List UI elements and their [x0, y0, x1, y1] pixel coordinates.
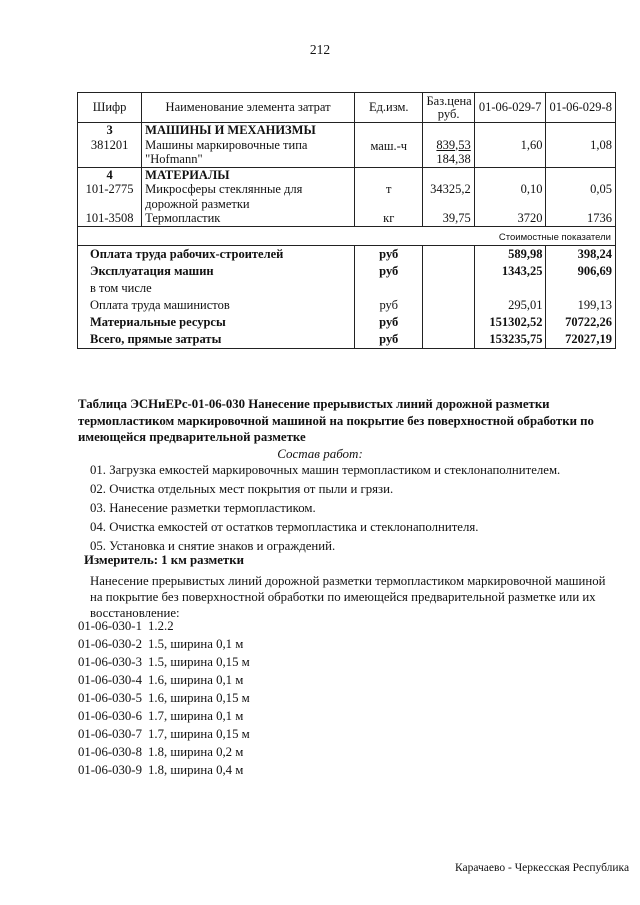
- row-unit: кг: [355, 211, 423, 226]
- row-price-main: 839,53: [436, 137, 471, 152]
- cost-row: [78, 297, 616, 314]
- resource-table: [77, 92, 616, 349]
- code-text: 1.5, ширина 0,1 м: [148, 637, 244, 651]
- cost-value-2: 199,13: [546, 297, 616, 314]
- code-row: [78, 671, 250, 689]
- row-name: Машины маркировочные типа "Hofmann": [142, 138, 355, 168]
- code-row: [78, 635, 250, 653]
- row-value-1: 0,10: [474, 182, 546, 211]
- code-row: [78, 725, 250, 743]
- cost-unit: [355, 280, 423, 297]
- cost-value-2: 906,69: [546, 263, 616, 280]
- code-id: 01-06-030-6: [78, 709, 142, 723]
- row-price: 34325,2: [423, 182, 474, 211]
- cost-row: [78, 280, 616, 297]
- code-row: [78, 653, 250, 671]
- code-id: 01-06-030-1: [78, 619, 142, 633]
- table-header-row: [78, 93, 616, 123]
- work-item: 03. Нанесение разметки термопластиком.: [90, 501, 316, 515]
- header-code: Шифр: [78, 93, 142, 123]
- section-code: 3: [78, 123, 142, 138]
- header-unit: Ед.изм.: [355, 93, 423, 123]
- work-item: 05. Установка и снятие знаков и ограждений.: [90, 539, 336, 553]
- cost-unit: руб: [355, 314, 423, 331]
- code-list: [78, 617, 250, 779]
- table-row: [78, 138, 616, 168]
- code-row: [78, 617, 250, 635]
- footer-region: Карачаево - Черкесская Республика: [455, 862, 630, 874]
- header-name: Наименование элемента затрат: [142, 93, 355, 123]
- table-title: Таблица ЭСНиЕРс-01-06-030 Нанесение прерывистых линий дорожной разметки термопластиком маркировочной машиной на покрытие без поверхностной обработки по имеющейся предварительной разметке: [78, 397, 594, 444]
- row-code: 101-3508: [78, 211, 142, 226]
- code-row: [78, 761, 250, 779]
- works-heading: Состав работ:: [277, 446, 363, 461]
- code-row: [78, 743, 250, 761]
- cost-base-empty: [423, 314, 474, 331]
- row-unit: маш.-ч: [355, 138, 423, 168]
- table-row: [78, 211, 616, 226]
- cost-base-empty: [423, 263, 474, 280]
- cost-label: в том числе: [78, 280, 355, 297]
- cost-caption-row: [78, 226, 616, 245]
- code-id: 01-06-030-4: [78, 673, 142, 687]
- code-row: [78, 689, 250, 707]
- cost-value-1: 295,01: [474, 297, 546, 314]
- code-id: 01-06-030-2: [78, 637, 142, 651]
- cost-value-2: 72027,19: [546, 331, 616, 349]
- code-text: 1.8, ширина 0,2 м: [148, 745, 244, 759]
- row-code: 381201: [78, 138, 142, 168]
- table-row: [78, 182, 616, 211]
- code-text: 1.2.2: [148, 619, 174, 633]
- row-price-secondary: 184,38: [436, 152, 471, 166]
- code-id: 01-06-030-3: [78, 655, 142, 669]
- header-col-029-7: 01-06-029-7: [474, 93, 546, 123]
- row-unit: т: [355, 182, 423, 211]
- cost-row: [78, 263, 616, 280]
- row-price: [423, 138, 474, 168]
- cost-value-1: 153235,75: [474, 331, 546, 349]
- header-col-029-8: 01-06-029-8: [546, 93, 616, 123]
- cost-caption: Стоимостные показатели: [78, 226, 616, 245]
- cost-unit: руб: [355, 331, 423, 349]
- row-price: 39,75: [423, 211, 474, 226]
- cost-value-2: 70722,26: [546, 314, 616, 331]
- code-id: 01-06-030-8: [78, 745, 142, 759]
- code-text: 1.6, ширина 0,15 м: [148, 691, 250, 705]
- cost-label: Материальные ресурсы: [78, 314, 355, 331]
- cost-rows: [78, 245, 616, 348]
- cost-value-2: 398,24: [546, 245, 616, 263]
- header-base-price: Баз.цена руб.: [423, 93, 474, 123]
- row-name: Термопластик: [142, 211, 355, 226]
- code-id: 01-06-030-7: [78, 727, 142, 741]
- code-text: 1.7, ширина 0,15 м: [148, 727, 250, 741]
- row-value-1: 1,60: [474, 138, 546, 168]
- cost-value-1: 589,98: [474, 245, 546, 263]
- section-title: МАТЕРИАЛЫ: [142, 167, 355, 182]
- cost-value-1: [474, 280, 546, 297]
- cost-row: [78, 331, 616, 349]
- row-code: 101-2775: [78, 182, 142, 211]
- cost-value-1: 151302,52: [474, 314, 546, 331]
- row-value-1: 3720: [474, 211, 546, 226]
- cost-label: Всего, прямые затраты: [78, 331, 355, 349]
- section-header-row: [78, 123, 616, 138]
- cost-value-1: 1343,25: [474, 263, 546, 280]
- code-id: 01-06-030-9: [78, 763, 142, 777]
- cost-unit: руб: [355, 263, 423, 280]
- row-value-2: 0,05: [546, 182, 616, 211]
- code-text: 1.8, ширина 0,4 м: [148, 763, 244, 777]
- row-name: Микросферы стеклянные для дорожной разметки: [142, 182, 355, 211]
- cost-base-empty: [423, 245, 474, 263]
- cost-row: [78, 314, 616, 331]
- work-item: 01. Загрузка емкостей маркировочных машин термопластиком и стеклонаполнителем.: [90, 463, 561, 477]
- cost-unit: руб: [355, 297, 423, 314]
- section-header-row: [78, 167, 616, 182]
- code-text: 1.6, ширина 0,1 м: [148, 673, 244, 687]
- works-list: [90, 461, 560, 556]
- code-text: 1.5, ширина 0,15 м: [148, 655, 250, 669]
- work-item: 02. Очистка отдельных мест покрытия от пыли и грязи.: [90, 482, 394, 496]
- cost-base-empty: [423, 331, 474, 349]
- cost-label: Эксплуатация машин: [78, 263, 355, 280]
- section-title: МАШИНЫ И МЕХАНИЗМЫ: [142, 123, 355, 138]
- meter-label: Измеритель: 1 км разметки: [84, 553, 244, 567]
- cost-label: Оплата труда рабочих-строителей: [78, 245, 355, 263]
- cost-base-empty: [423, 297, 474, 314]
- row-value-2: 1,08: [546, 138, 616, 168]
- cost-label: Оплата труда машинистов: [78, 297, 355, 314]
- page-number: 212: [309, 42, 331, 57]
- work-item: 04. Очистка емкостей от остатков термопластика и стеклонаполнителя.: [90, 520, 479, 534]
- row-value-2: 1736: [546, 211, 616, 226]
- section-code: 4: [78, 167, 142, 182]
- cost-row: [78, 245, 616, 263]
- description: Нанесение прерывистых линий дорожной разметки термопластиком маркировочной машиной на покрытие без поверхностной обработки по имеющейся предварительной разметке или их восстановление:: [90, 574, 606, 620]
- cost-unit: руб: [355, 245, 423, 263]
- code-id: 01-06-030-5: [78, 691, 142, 705]
- code-row: [78, 707, 250, 725]
- cost-value-2: [546, 280, 616, 297]
- code-text: 1.7, ширина 0,1 м: [148, 709, 244, 723]
- cost-base-empty: [423, 280, 474, 297]
